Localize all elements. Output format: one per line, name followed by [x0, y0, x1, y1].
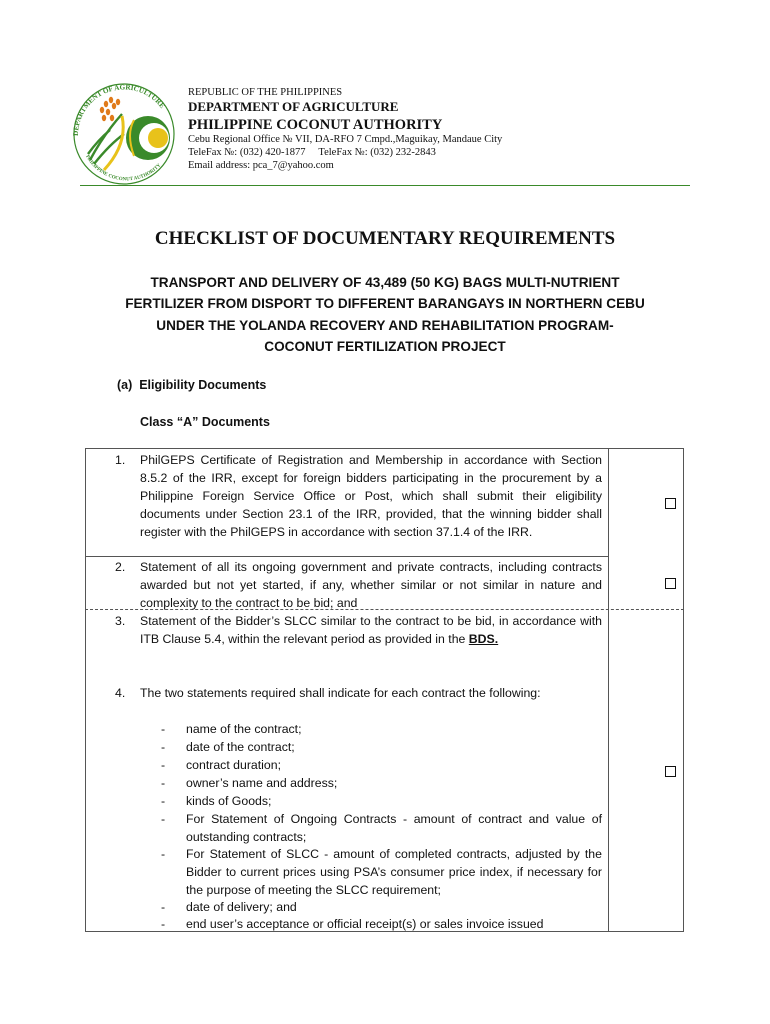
bullet-marker: -: [161, 776, 166, 790]
bullet-item: date of delivery; and: [186, 900, 297, 914]
bullet-marker: -: [161, 794, 166, 808]
item-number: 2.: [115, 560, 126, 574]
document-title: CHECKLIST OF DOCUMENTARY REQUIREMENTS: [154, 228, 616, 249]
bullet-item: date of the contract;: [186, 740, 295, 754]
bullet-marker: -: [161, 722, 166, 736]
bullet-item: name of the contract;: [186, 722, 302, 736]
item-text: Statement of the Bidder’s SLCC similar to the contract to be bid, in accordance with ITB Clause 5.4, within the relevant period as provided in the: [140, 614, 602, 646]
logo-arc-bottom: PHILIPPINE COCONUT AUTHORITY: [84, 154, 163, 183]
section-label: (a) Eligibility Documents: [117, 378, 267, 392]
checkbox-item-2[interactable]: [665, 578, 676, 589]
item-text-item-3: [140, 612, 602, 648]
bullet-item: owner’s name and address;: [186, 776, 338, 790]
item-number: 4.: [115, 686, 126, 700]
class-label: Class “A” Documents: [140, 415, 270, 429]
pca-logo: [64, 74, 186, 190]
department-label: DEPARTMENT OF AGRICULTURE: [188, 99, 399, 114]
subtitle-line-1: TRANSPORT AND DELIVERY OF 43,489 (50 KG) BAGS MULTI-NUTRIENT: [150, 275, 620, 290]
bullet-marker: -: [161, 812, 166, 826]
item-number: 3.: [115, 614, 126, 628]
logo-arc-top: DEPARTMENT OF AGRICULTURE: [71, 83, 167, 137]
republic-label: REPUBLIC OF THE PHILIPPINES: [188, 87, 343, 98]
telefax-numbers: TeleFax №: (032) 420-1877 TeleFax №: (032) 232-2843: [188, 147, 436, 158]
item-text: Statement of all its ongoing government and private contracts, including contracts awarded but not yet started, if any, whether similar or not similar in nature and complexity to the contract to be bid; and: [140, 560, 602, 610]
subtitle-line-4: COCONUT FERTILIZATION PROJECT: [264, 339, 506, 354]
checkbox-item-1[interactable]: [665, 498, 676, 509]
bullet-item: contract duration;: [186, 758, 282, 772]
bullet-marker: -: [161, 917, 166, 931]
bullet-item: For Statement of Ongoing Contracts - amount of contract and value of outstanding contracts;: [186, 812, 602, 844]
subtitle-line-3: UNDER THE YOLANDA RECOVERY AND REHABILITATION PROGRAM-: [156, 318, 614, 333]
office-address: Cebu Regional Office № VII, DA-RFO 7 Cmpd.,Maguikay, Mandaue City: [188, 134, 503, 145]
bullet-marker: -: [161, 847, 166, 861]
subtitle-line-2: FERTILIZER FROM DISPORT TO DIFFERENT BARANGAYS IN NORTHERN CEBU: [125, 296, 645, 311]
item-text: PhilGEPS Certificate of Registration and Membership in accordance with Section 8.5.2 of the IRR, except for foreign bidders participating in the procurement by a Philippine Foreign Service Office or Post, which shall submit their eligibility documents under Section 23.1 of the IRR, provided, that the winning bidder shall register with the PhilGEPS in accordance with section 37.1.4 of the IRR.: [140, 453, 602, 539]
header-divider: [80, 185, 690, 186]
bullet-marker: -: [161, 758, 166, 772]
checkbox-column-divider: [608, 448, 609, 932]
email-address: Email address: pca_7@yahoo.com: [188, 160, 334, 171]
item-number: 1.: [115, 453, 126, 467]
bullet-item: end user’s acceptance or official receipt(s) or sales invoice issued: [186, 917, 544, 931]
bullet-marker: -: [161, 900, 166, 914]
authority-label: PHILIPPINE COCONUT AUTHORITY: [188, 117, 443, 133]
bullet-marker: -: [161, 740, 166, 754]
item-text: The two statements required shall indicate for each contract the following:: [140, 686, 541, 700]
bullet-item: kinds of Goods;: [186, 794, 272, 808]
bds-reference: BDS.: [468, 632, 499, 646]
checkbox-item-4[interactable]: [665, 766, 676, 777]
row-divider: [85, 556, 608, 557]
bullet-item: For Statement of SLCC - amount of completed contracts, adjusted by the Bidder to current prices using PSA’s consumer price index, if necessary for the purpose of meeting the SLCC requirement;: [186, 847, 602, 897]
